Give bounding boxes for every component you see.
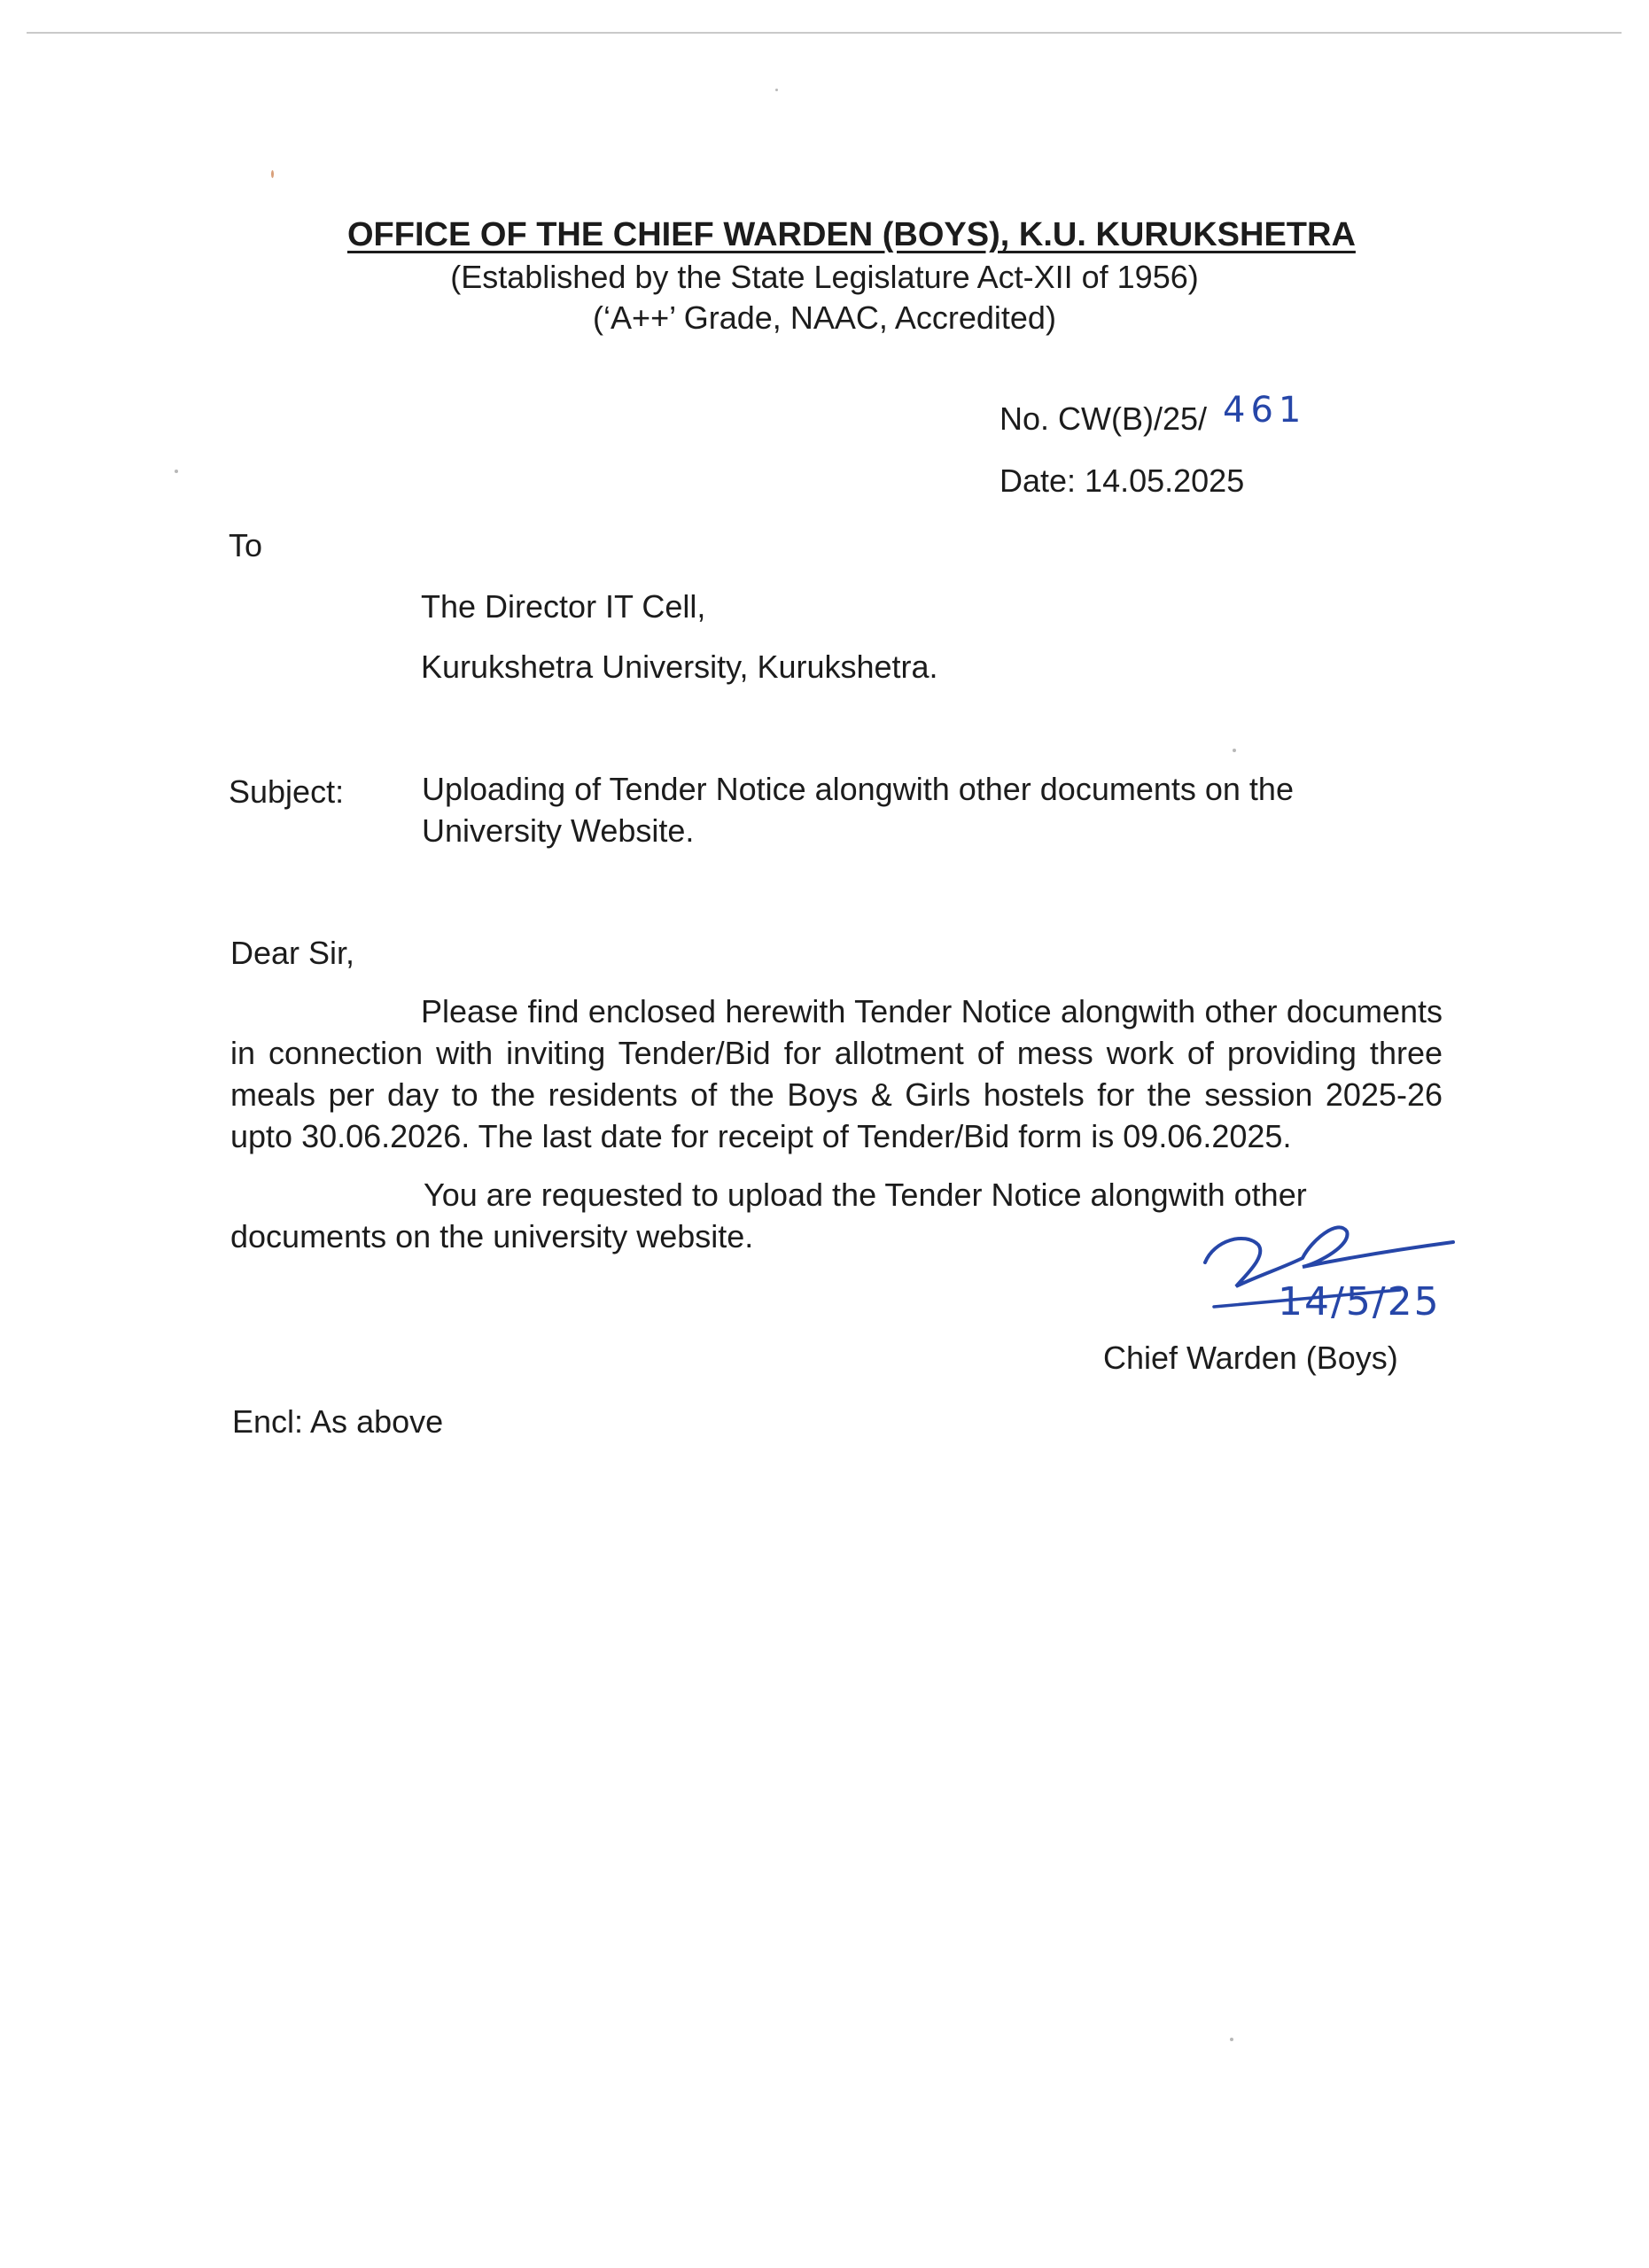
office-title: OFFICE OF THE CHIEF WARDEN (BOYS), K.U. KURUKSHETRA <box>347 216 1356 253</box>
reference-number: No. CW(B)/25/ <box>1000 400 1208 437</box>
subject-text-line-2: University Website. <box>422 812 695 849</box>
scan-speck <box>175 470 178 473</box>
reference-date: Date: 14.05.2025 <box>1000 462 1245 499</box>
salutation: Dear Sir, <box>230 935 355 971</box>
scan-speck <box>775 89 778 91</box>
handwritten-signature-date: 14/5/25 <box>1278 1279 1441 1324</box>
grade-line: (‘A++’ Grade, NAAC, Accredited) <box>593 299 1056 336</box>
top-scan-line <box>27 32 1622 34</box>
scan-speck <box>1230 2038 1233 2041</box>
addressee-line-1: The Director IT Cell, <box>421 588 706 625</box>
subject-text-line-1: Uploading of Tender Notice alongwith other documents on the <box>422 771 1294 807</box>
established-line: (Established by the State Legislature Act-XII of 1956) <box>450 259 1199 295</box>
body-paragraph-1 <box>230 990 1443 1157</box>
signatory-designation: Chief Warden (Boys) <box>1103 1340 1398 1376</box>
enclosure-note: Encl: As above <box>232 1403 444 1440</box>
body-paragraph-2-line-1: You are requested to upload the Tender Notice alongwith other <box>424 1177 1307 1213</box>
subject-label: Subject: <box>229 773 345 810</box>
to-label: To <box>229 527 263 563</box>
scan-speck <box>1233 749 1236 752</box>
body-paragraph-2-line-2: documents on the university website. <box>230 1218 754 1254</box>
scan-speck <box>271 170 274 178</box>
addressee-line-2: Kurukshetra University, Kurukshetra. <box>421 649 938 685</box>
handwritten-reference-number: 461 <box>1223 390 1307 431</box>
body-paragraph-1-text: Please find enclosed herewith Tender Notice alongwith other documents in connection with inviting Tender/Bid for allotment of mess work of providing three meals per day to the residents of the Boys & Girls hostels for the session 2025-26 upto 30.06.2026. The last date for receipt of Tender/Bid form is 09.06.2025. <box>230 993 1443 1154</box>
